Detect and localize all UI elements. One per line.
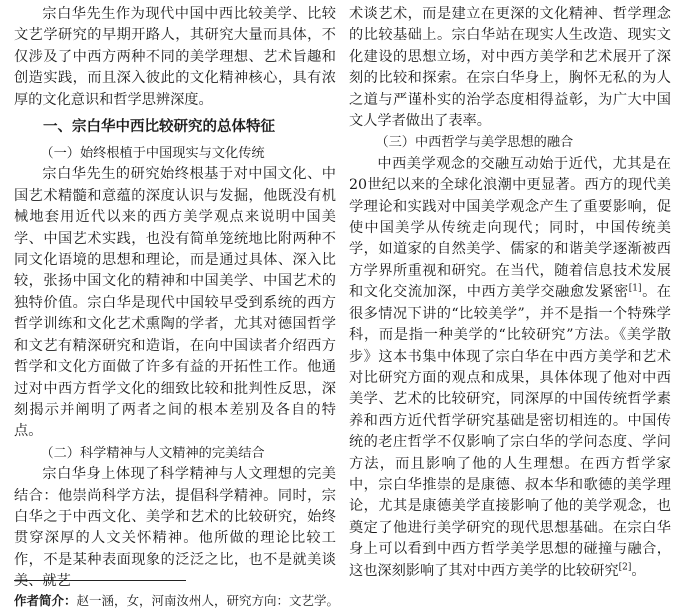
- subsection3-heading: （三）中西哲学与美学思想的融合: [375, 135, 574, 151]
- right-column: [349, 4, 671, 582]
- citation-1[interactable]: [1]: [628, 283, 642, 294]
- footnote-divider: [14, 580, 186, 581]
- citation-2[interactable]: [2]: [618, 561, 632, 572]
- subsection1-paragraph: 宗白华先生的研究始终根基于对中国文化、中国艺术精髓和意蕴的深度认识与发掘，他既没有机械地套用近代以来的西方美学观点来说明中国美学、中国艺术实践，也没有简单笼统地比附两种不同文化语境的思想和理论，而是通过具体、深入比较，张扬中国文化的精神和中国美学、中国艺术的独特价值。宗白华是现代中国较早受到系统的西方哲学训练和文化艺术熏陶的学者，尤其对德国哲学和文艺有精深研究和造诣，在向中国读者介绍西方哲学和文化方面做了许多有益的开拓性工作。他通过对中西方哲学文化的细致比较和批判性反思，深刻揭示并阐明了两者之间的根本差别及各自的特点。: [14, 166, 336, 440]
- intro-paragraph: 宗白华先生作为现代中国中西比较美学、比较文艺学研究的早期开路人，其研究大量而具体，不仅涉及了中西方两种不同的美学理想、艺术旨趣和创造实践，而且深入彼此的文化精神核心，具有浓厚的文化意识和哲学思辨深度。: [14, 6, 336, 108]
- left-column: [14, 4, 336, 593]
- section-heading: 一、宗白华中西比较研究的总体特征: [43, 119, 275, 136]
- subsection3-text-end: 。: [631, 562, 646, 579]
- footnote-label: 作者简介：: [14, 593, 77, 608]
- author-footnote: [14, 592, 674, 610]
- subsection1-heading: （一）始终根植于中国现实与文化传统: [40, 146, 265, 162]
- continuation-paragraph: 术谈艺术，而是建立在更深的文化精神、哲学理念的比较基础上。宗白华站在现实人生改造、现实文化建设的思想立场，对中西方美学和艺术展开了深刻的比较和探索。在宗白华身上，胸怀无私的为人之道与严谨朴实的治学态度相得益彰，为广大中国文人学者做出了表率。: [349, 6, 671, 130]
- subsection3-text-part1: 中西美学观念的交融互动始于近代，尤其是在20世纪以来的全球化浪潮中更显著。西方的现代美学理论和实践对中国美学观念产生了重要影响，促使中国美学从传统走向现代；同时，中国传统美学，如道家的自然美学、儒家的和谐美学逐渐被西方学界所重视和研究。在当代，随着信息技术发展和文化交流加深，中西方美学交融愈发紧密: [349, 155, 671, 301]
- subsection3-paragraph: [349, 154, 671, 582]
- subsection2-heading: （二）科学精神与人文精神的完美结合: [40, 445, 265, 461]
- footnote-text: 赵一涵，女，河南汝州人，研究方向：文艺学。: [76, 593, 340, 608]
- subsection3-text-part2: 。在很多情况下讲的“比较美学”，并不是指一个特殊学科，而是指一种美学的“比较研究”方法。《美学散步》这本书集中体现了宗白华在中西方美学和艺术对比研究方面的观点和成果，具体体现了他对中西美学、艺术的比较研究，同深厚的中国传统哲学素养和西方近代哲学研究基础是密切相连的。中国传统的老庄哲学不仅影响了宗白华的学问态度、学问方法，而且影响了他的人生理想。在西方哲学家中，宗白华推崇的是康德、叔本华和歌德的美学理论，尤其是康德美学直接影响了他的美学观念，也奠定了他进行美学研究的现代思想基础。在宗白华身上可以看到中西方哲学美学思想的碰撞与融合，这也深刻影响了其对中西方美学的比较研究: [349, 284, 671, 579]
- subsection2-paragraph: 宗白华身上体现了科学精神与人文理想的完美结合：他崇尚科学方法，提倡科学精神。同时，宗白华之于中西文化、美学和艺术的比较研究，始终贯穿深厚的人文关怀精神。他所做的理论比较工作，不是某种表面现象的泛泛之比，也不是就美谈美、就艺: [14, 466, 336, 590]
